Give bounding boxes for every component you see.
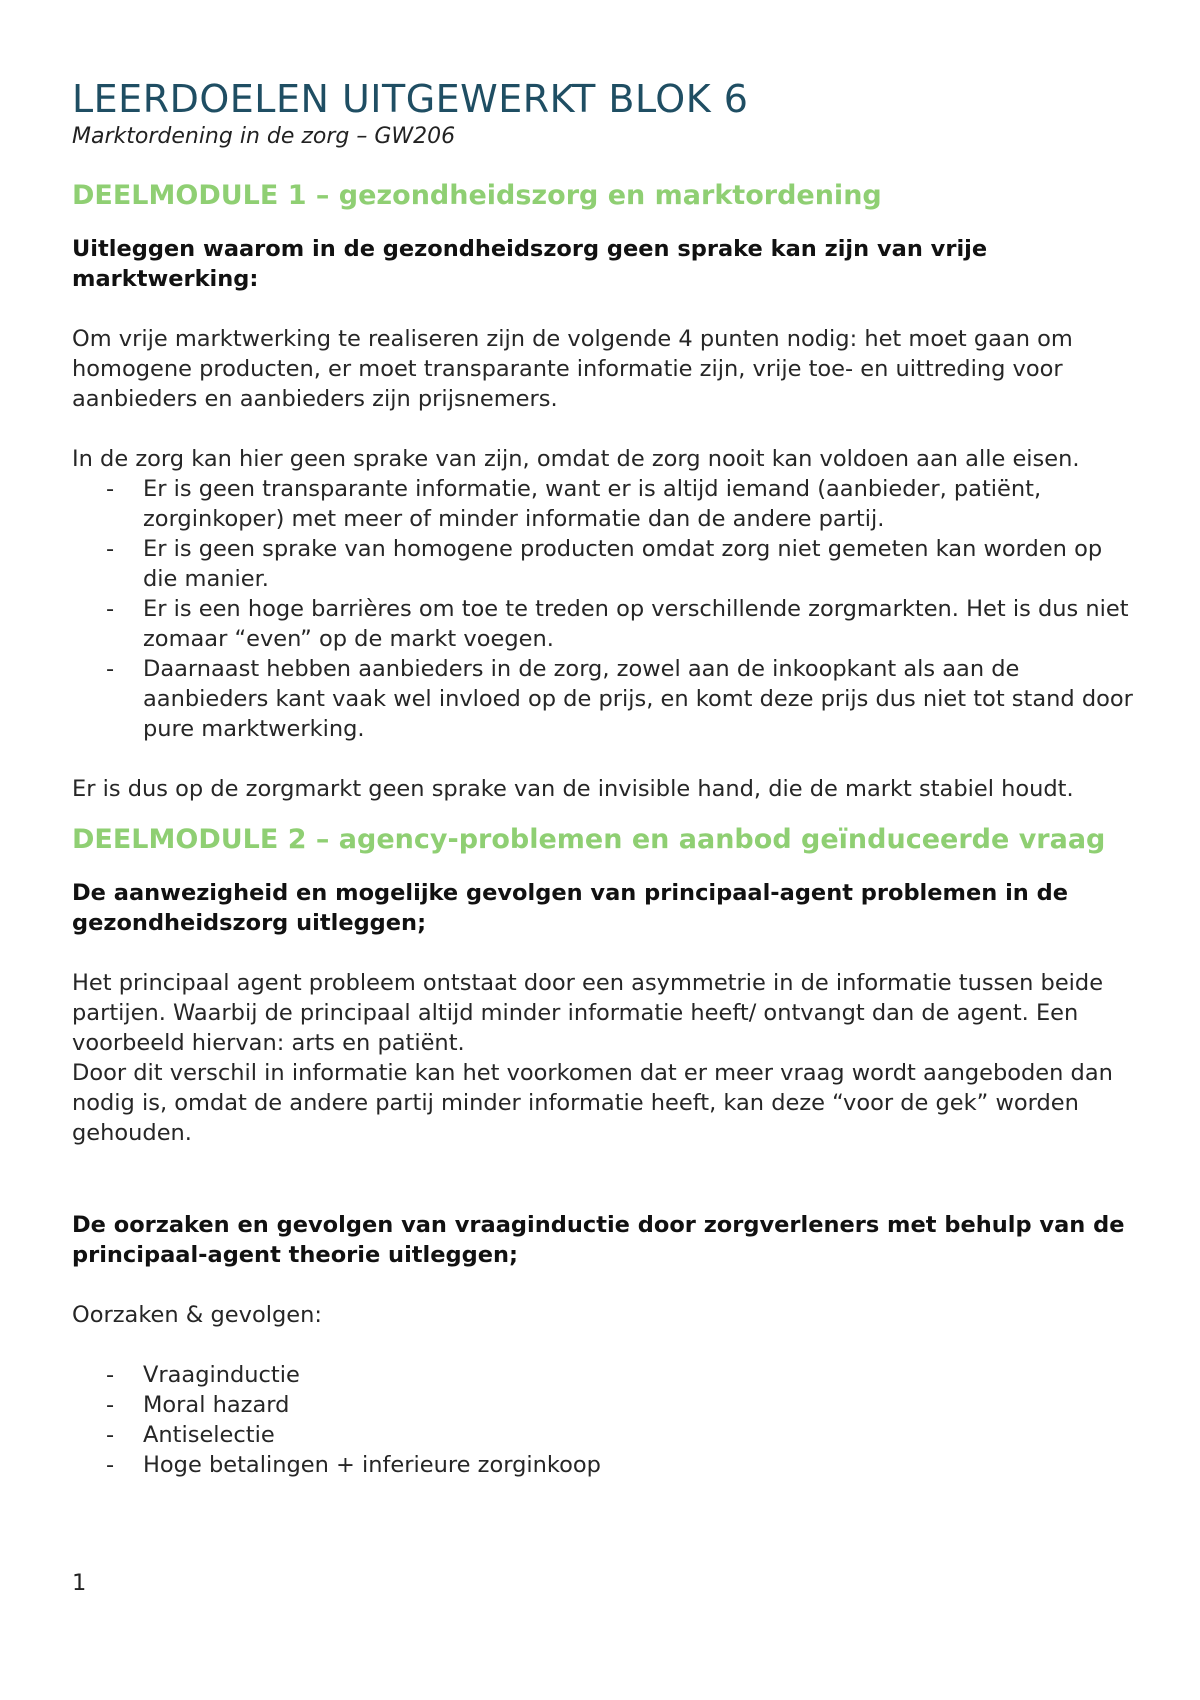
- list-item: - Er is een hoge barrières om toe te treden op verschillende zorgmarkten. Het is dus niet zomaar “even” op de markt voegen.: [106, 596, 1129, 652]
- page-number: 1: [72, 1570, 87, 1596]
- module-2-goal-1-paragraph-b: Door dit verschil in informatie kan het voorkomen dat er meer vraag wordt aangeboden dan nodig is, omdat de andere partij minder informatie heeft, kan deze “voor de gek” worden gehouden.: [72, 1060, 1113, 1146]
- document-title: LEERDOELEN UITGEWERKT BLOK 6: [72, 77, 749, 121]
- dash-bullet: -: [106, 596, 115, 622]
- list-item: - Er is geen sprake van homogene producten omdat zorg niet gemeten kan worden op die manier.: [106, 536, 1103, 592]
- module-2-goal-2-intro: Oorzaken & gevolgen:: [72, 1302, 322, 1328]
- module-2-bullet-list: [72, 1360, 1142, 1480]
- list-item: - Er is geen transparante informatie, want er is altijd iemand (aanbieder, patiënt, zorginkoper) met meer of minder informatie dan de andere partij.: [106, 476, 1042, 532]
- module-2-goal-1-heading: De aanwezigheid en mogelijke gevolgen van principaal-agent problemen in de gezondheidszorg uitleggen;: [72, 880, 1069, 936]
- list-item: - Daarnaast hebben aanbieders in de zorg, zowel aan de inkoopkant als aan de aanbieders kant vaak wel invloed op de prijs, en komt deze prijs dus niet tot stand door pure marktwerking.: [106, 656, 1133, 742]
- list-item: - Moral hazard: [106, 1392, 290, 1418]
- dash-bullet: -: [106, 1452, 115, 1478]
- module-1-paragraph-2: In de zorg kan hier geen sprake van zijn, omdat de zorg nooit kan voldoen aan alle eisen.: [72, 446, 1080, 472]
- dash-bullet: -: [106, 476, 115, 502]
- module-1-conclusion: Er is dus op de zorgmarkt geen sprake van de invisible hand, die de markt stabiel houdt.: [72, 776, 1074, 802]
- module-2-goal-2-heading: De oorzaken en gevolgen van vraaginductie door zorgverleners met behulp van de principaal-agent theorie uitleggen;: [72, 1212, 1125, 1268]
- dash-bullet: -: [106, 1392, 115, 1418]
- list-item: - Vraaginductie: [106, 1362, 300, 1388]
- module-1-goal-heading: Uitleggen waarom in de gezondheidszorg geen sprake kan zijn van vrije marktwerking:: [72, 236, 988, 292]
- module-2-heading: DEELMODULE 2 – agency-problemen en aanbod geïnduceerde vraag: [72, 824, 1106, 855]
- list-item: - Antiselectie: [106, 1422, 275, 1448]
- dash-bullet: -: [106, 656, 115, 682]
- dash-bullet: -: [106, 1362, 115, 1388]
- dash-bullet: -: [106, 1422, 115, 1448]
- module-1-heading: DEELMODULE 1 – gezondheidszorg en marktordening: [72, 180, 882, 211]
- module-2-goal-1-paragraph-a: Het principaal agent probleem ontstaat door een asymmetrie in de informatie tussen beide partijen. Waarbij de principaal altijd minder informatie heeft/ ontvangt dan de agent. Een voorbeeld hiervan: arts en patiënt.: [72, 970, 1104, 1056]
- document-subtitle: Marktordening in de zorg – GW206: [72, 124, 456, 149]
- module-1-bullet-list: [72, 474, 1142, 744]
- module-1-paragraph-1: Om vrije marktwerking te realiseren zijn de volgende 4 punten nodig: het moet gaan om homogene producten, er moet transparante informatie zijn, vrije toe- en uittreding voor aanbieders en aanbieders zijn prijsnemers.: [72, 326, 1073, 412]
- document-page: [72, 76, 1142, 1480]
- list-item: - Hoge betalingen + inferieure zorginkoop: [106, 1452, 601, 1478]
- dash-bullet: -: [106, 536, 115, 562]
